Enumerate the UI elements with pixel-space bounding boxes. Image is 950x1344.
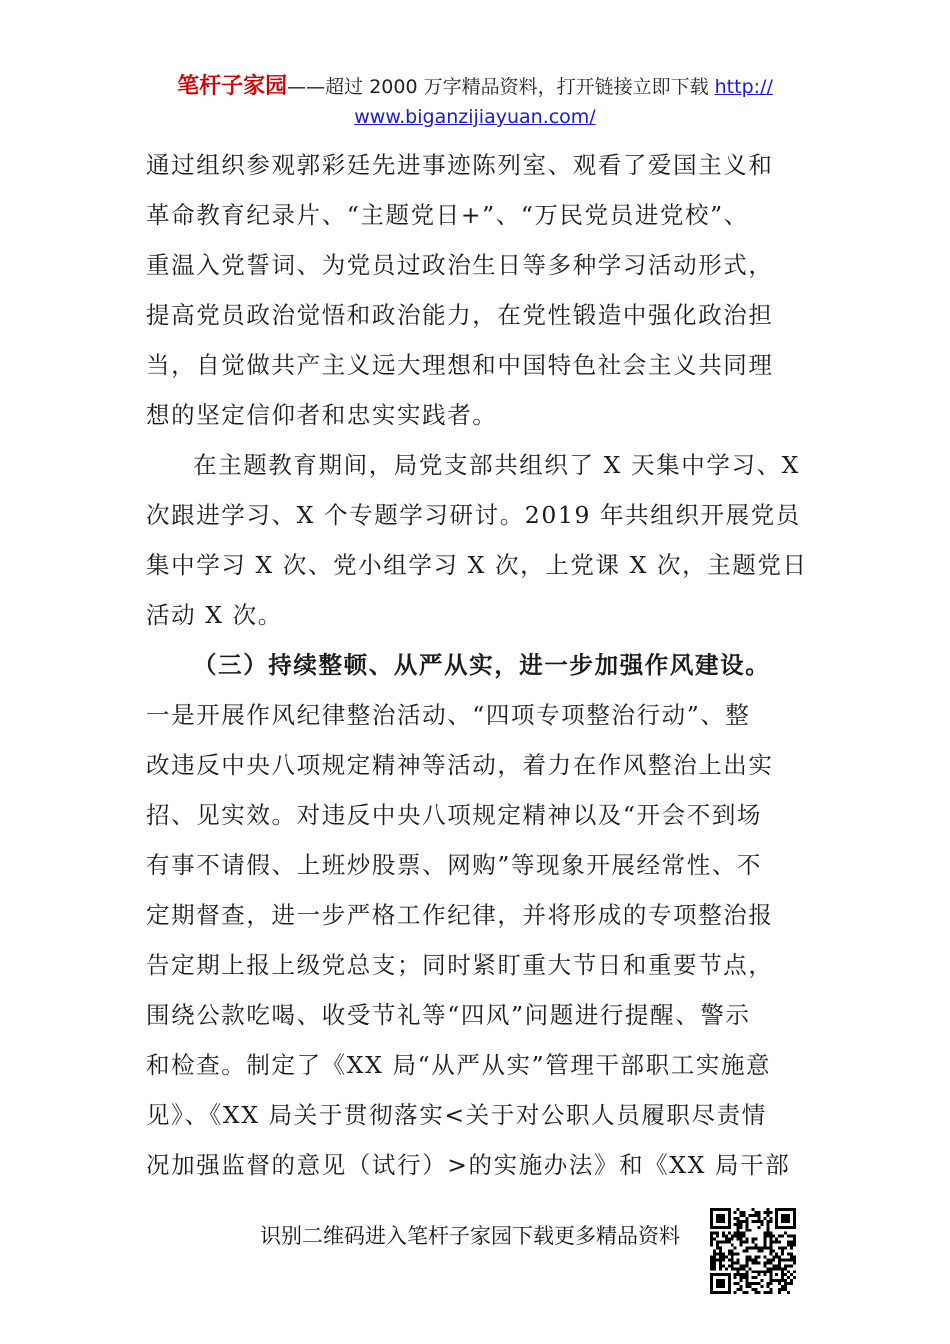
body-line: 在主题教育期间，局党支部共组织了 X 天集中学习、X: [193, 451, 800, 479]
body-line: 和检查。制定了《XX 局“从严从实”管理干部职工实施意: [146, 1051, 772, 1079]
header-line-1: [0, 72, 950, 102]
qr-code-icon: [710, 1208, 796, 1294]
body-line: 有事不请假、上班炒股票、网购”等现象开展经常性、不: [146, 851, 763, 879]
body-line: 革命教育纪录片、“主题党日+”、“万民党员进党校”、: [146, 201, 749, 229]
body-line: 见》、《XX 局关于贯彻落实<关于对公职人员履职尽责情: [146, 1101, 767, 1129]
body-line: 重温入党誓词、为党员过政治生日等多种学习活动形式，: [146, 251, 774, 279]
header-tagline: ——超过 2000 万字精品资料，打开链接立即下载: [287, 76, 715, 98]
body-line: 定期督查，进一步严格工作纪律，并将形成的专项整治报: [146, 901, 774, 929]
body-line: 改违反中央八项规定精神等活动，着力在作风整治上出实: [146, 751, 774, 779]
body-line: 告定期上报上级党总支；同时紧盯重大节日和重要节点，: [146, 951, 774, 979]
body-line: 次跟进学习、X 个专题学习研讨。2019 年共组织开展党员: [146, 501, 801, 529]
body-line: （三）持续整顿、从严从实，进一步加强作风建设。: [193, 651, 771, 679]
page-header: [0, 72, 950, 132]
body-line: 招、见实效。对违反中央八项规定精神以及“开会不到场: [146, 801, 763, 829]
document-body: [146, 140, 806, 1190]
body-line: 当，自觉做共产主义远大理想和中国特色社会主义共同理: [146, 351, 774, 379]
brand-name: 笔杆子家园: [177, 74, 288, 99]
download-link-part-2[interactable]: www.biganzijiayuan.com/: [354, 106, 596, 128]
body-line: 围绕公款吃喝、收受节礼等“四风”问题进行提醒、警示: [146, 1001, 751, 1029]
body-line: 提高党员政治觉悟和政治能力，在党性锻造中强化政治担: [146, 301, 774, 329]
body-line: 一是开展作风纪律整治活动、“四项专项整治行动”、整: [146, 701, 751, 729]
body-line: 通过组织参观郭彩廷先进事迹陈列室、观看了爱国主义和: [146, 151, 774, 179]
footer-caption: 识别二维码进入笔杆子家园下载更多精品资料: [260, 1224, 680, 1248]
body-line: 活动 X 次。: [146, 601, 283, 629]
body-line: 集中学习 X 次、党小组学习 X 次，上党课 X 次，主题党日: [146, 551, 808, 579]
download-link-part-1[interactable]: http://: [714, 76, 773, 98]
header-line-2: [0, 102, 950, 132]
body-line: 想的坚定信仰者和忠实实践者。: [146, 401, 498, 429]
body-line: 况加强监督的意见（试行）>的实施办法》和《XX 局干部: [146, 1151, 791, 1179]
